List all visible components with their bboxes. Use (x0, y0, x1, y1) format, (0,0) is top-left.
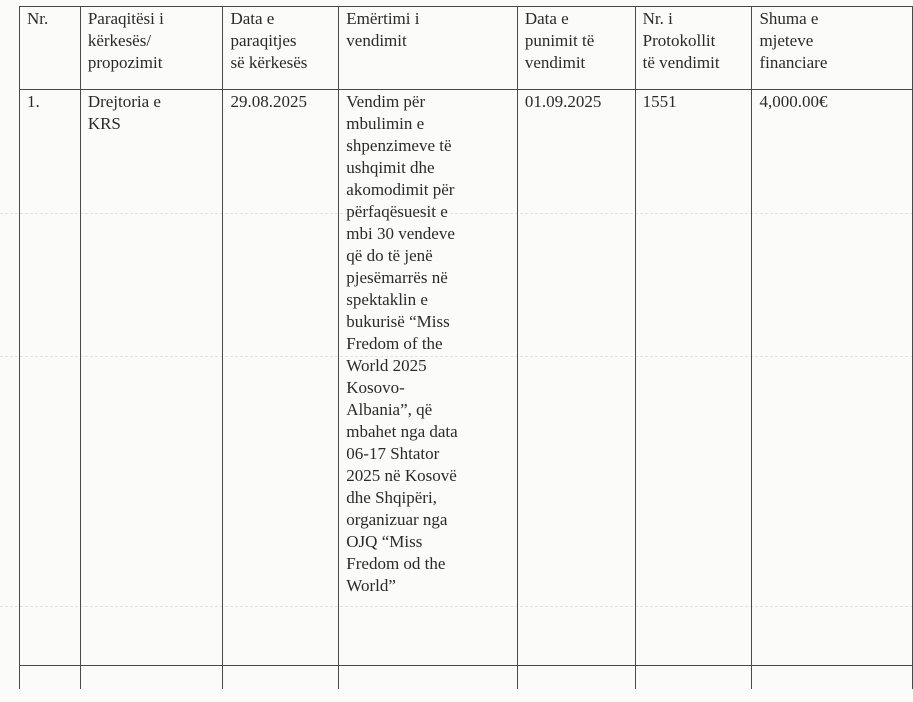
header-protocol-number: Nr. i Protokollit të vendimit (635, 7, 752, 90)
cell-processing-date: 01.09.2025 (517, 90, 635, 666)
cell-decision-title: Vendim për mbulimin e shpenzimeve të ushqimit dhe akomodimit për përfaqësuesit e mbi 30 vendeve që do të jenë pjesëmarrës në spektaklin e bukurisë “Miss Fredom of the World 2025 Kosovo- Albania”, që mbahet nga data 06-17 Shtator 2025 në Kosovë dhe Shqipëri, organizuar nga OJQ “Miss Fredom od the World” (339, 90, 518, 666)
cell-applicant: Drejtoria e KRS (80, 90, 223, 666)
header-row (20, 7, 913, 90)
empty-cell (80, 666, 223, 690)
empty-cell (635, 666, 752, 690)
empty-cell (339, 666, 518, 690)
cell-protocol-number: 1551 (635, 90, 752, 666)
empty-cell (752, 666, 913, 690)
empty-cell (223, 666, 339, 690)
header-nr: Nr. (20, 7, 81, 90)
header-financial-amount: Shuma e mjeteve financiare (752, 7, 913, 90)
empty-cell (20, 666, 81, 690)
header-processing-date: Data e punimit të vendimit (517, 7, 635, 90)
header-submission-date: Data e paraqitjes së kërkesës (223, 7, 339, 90)
table-row (20, 90, 913, 666)
cell-nr: 1. (20, 90, 81, 666)
header-applicant: Paraqitësi i kërkesës/ propozimit (80, 7, 223, 90)
cell-submission-date: 29.08.2025 (223, 90, 339, 666)
empty-cell (517, 666, 635, 690)
header-decision-title: Emërtimi i vendimit (339, 7, 518, 90)
table-row-empty (20, 666, 913, 690)
cell-amount: 4,000.00€ (752, 90, 913, 666)
decisions-table (19, 6, 913, 689)
